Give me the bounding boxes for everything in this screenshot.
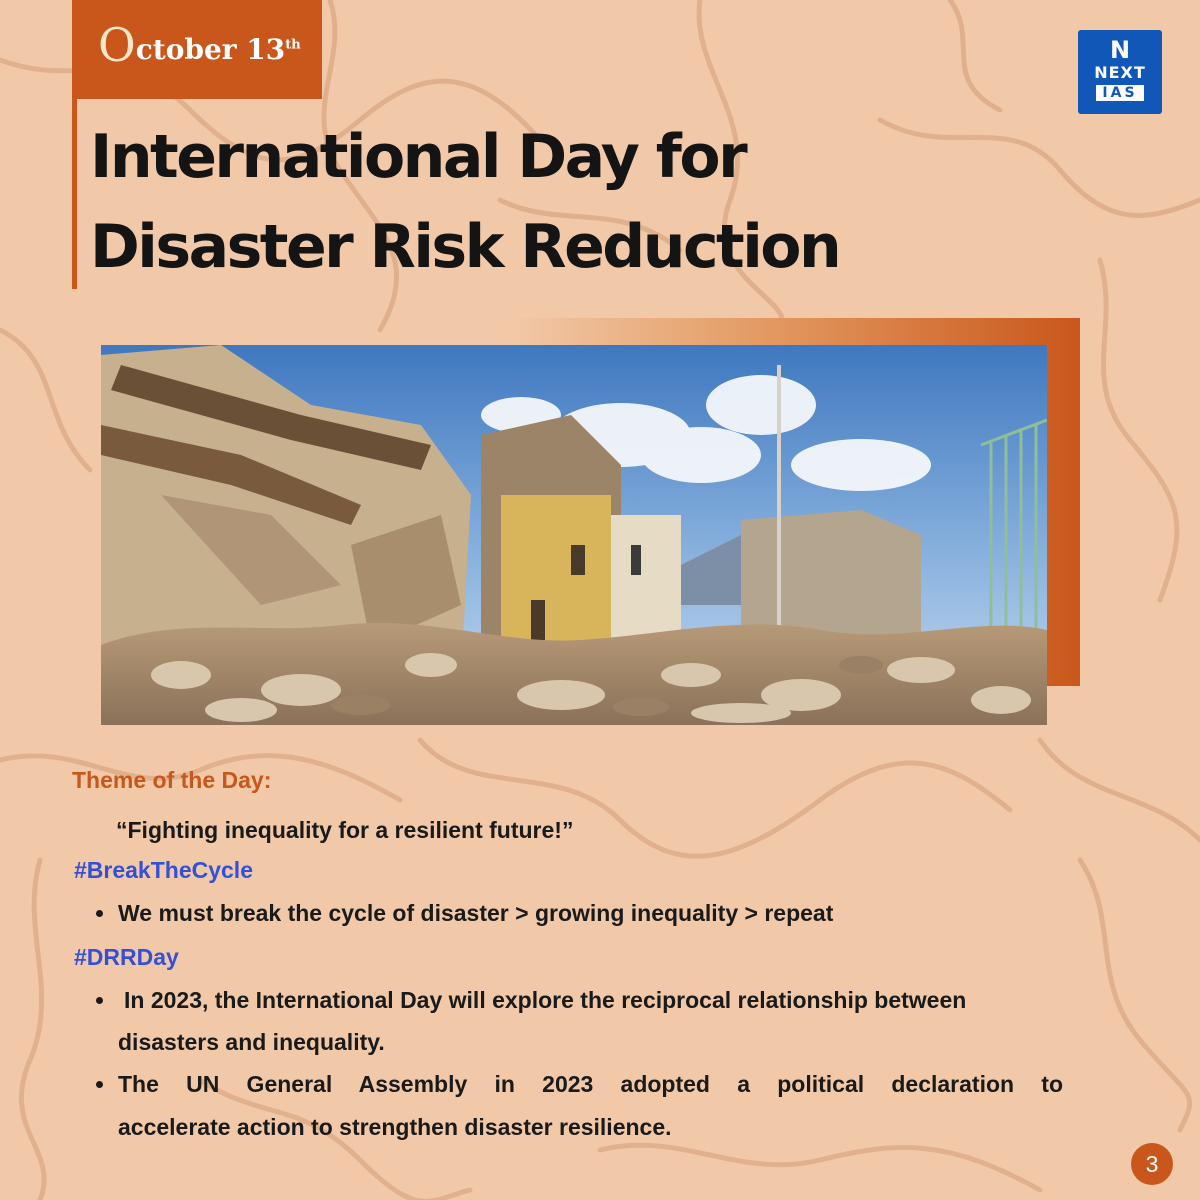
disaster-rubble-photo xyxy=(101,345,1047,725)
page-title xyxy=(90,112,850,292)
theme-quote: “Fighting inequality for a resilient future!” xyxy=(116,817,574,843)
date-main: ctober 13 xyxy=(135,33,286,66)
hashtag-break-the-cycle: #BreakTheCycle xyxy=(74,857,253,883)
hashtag-drr-day: #DRRDay xyxy=(74,944,179,970)
bullet-reciprocal-line-1: In 2023, the International Day will explore the reciprocal relationship between xyxy=(124,987,967,1013)
date-suffix: th xyxy=(285,37,301,53)
bullet-dot xyxy=(96,910,103,917)
logo-mark: N xyxy=(1109,36,1131,64)
logo-text-next: NEXT xyxy=(1094,63,1146,82)
logo-text-ias: IAS xyxy=(1096,85,1143,101)
title-line-1: International Day for xyxy=(90,122,746,192)
bullet-dot xyxy=(96,997,103,1004)
date-banner xyxy=(72,0,322,99)
utility-pole xyxy=(777,365,781,655)
bullet-un-declaration-line-2: accelerate action to strengthen disaster resilience. xyxy=(118,1114,672,1140)
bullet-dot xyxy=(96,1081,103,1088)
bullet-reciprocal-line-2: disasters and inequality. xyxy=(118,1029,385,1055)
page-number: 3 xyxy=(1131,1143,1173,1185)
bullet-un-declaration-line-1: The UN General Assembly in 2023 adopted a political declaration to xyxy=(118,1071,1063,1097)
title-line-2: Disaster Risk Reduction xyxy=(90,212,840,282)
next-ias-logo xyxy=(1078,30,1162,114)
bullet-break-cycle: We must break the cycle of disaster > growing inequality > repeat xyxy=(118,900,834,926)
date-text xyxy=(136,33,301,66)
title-accent-rule xyxy=(72,99,77,289)
theme-label: Theme of the Day: xyxy=(72,767,272,793)
date-initial: O xyxy=(98,18,136,72)
